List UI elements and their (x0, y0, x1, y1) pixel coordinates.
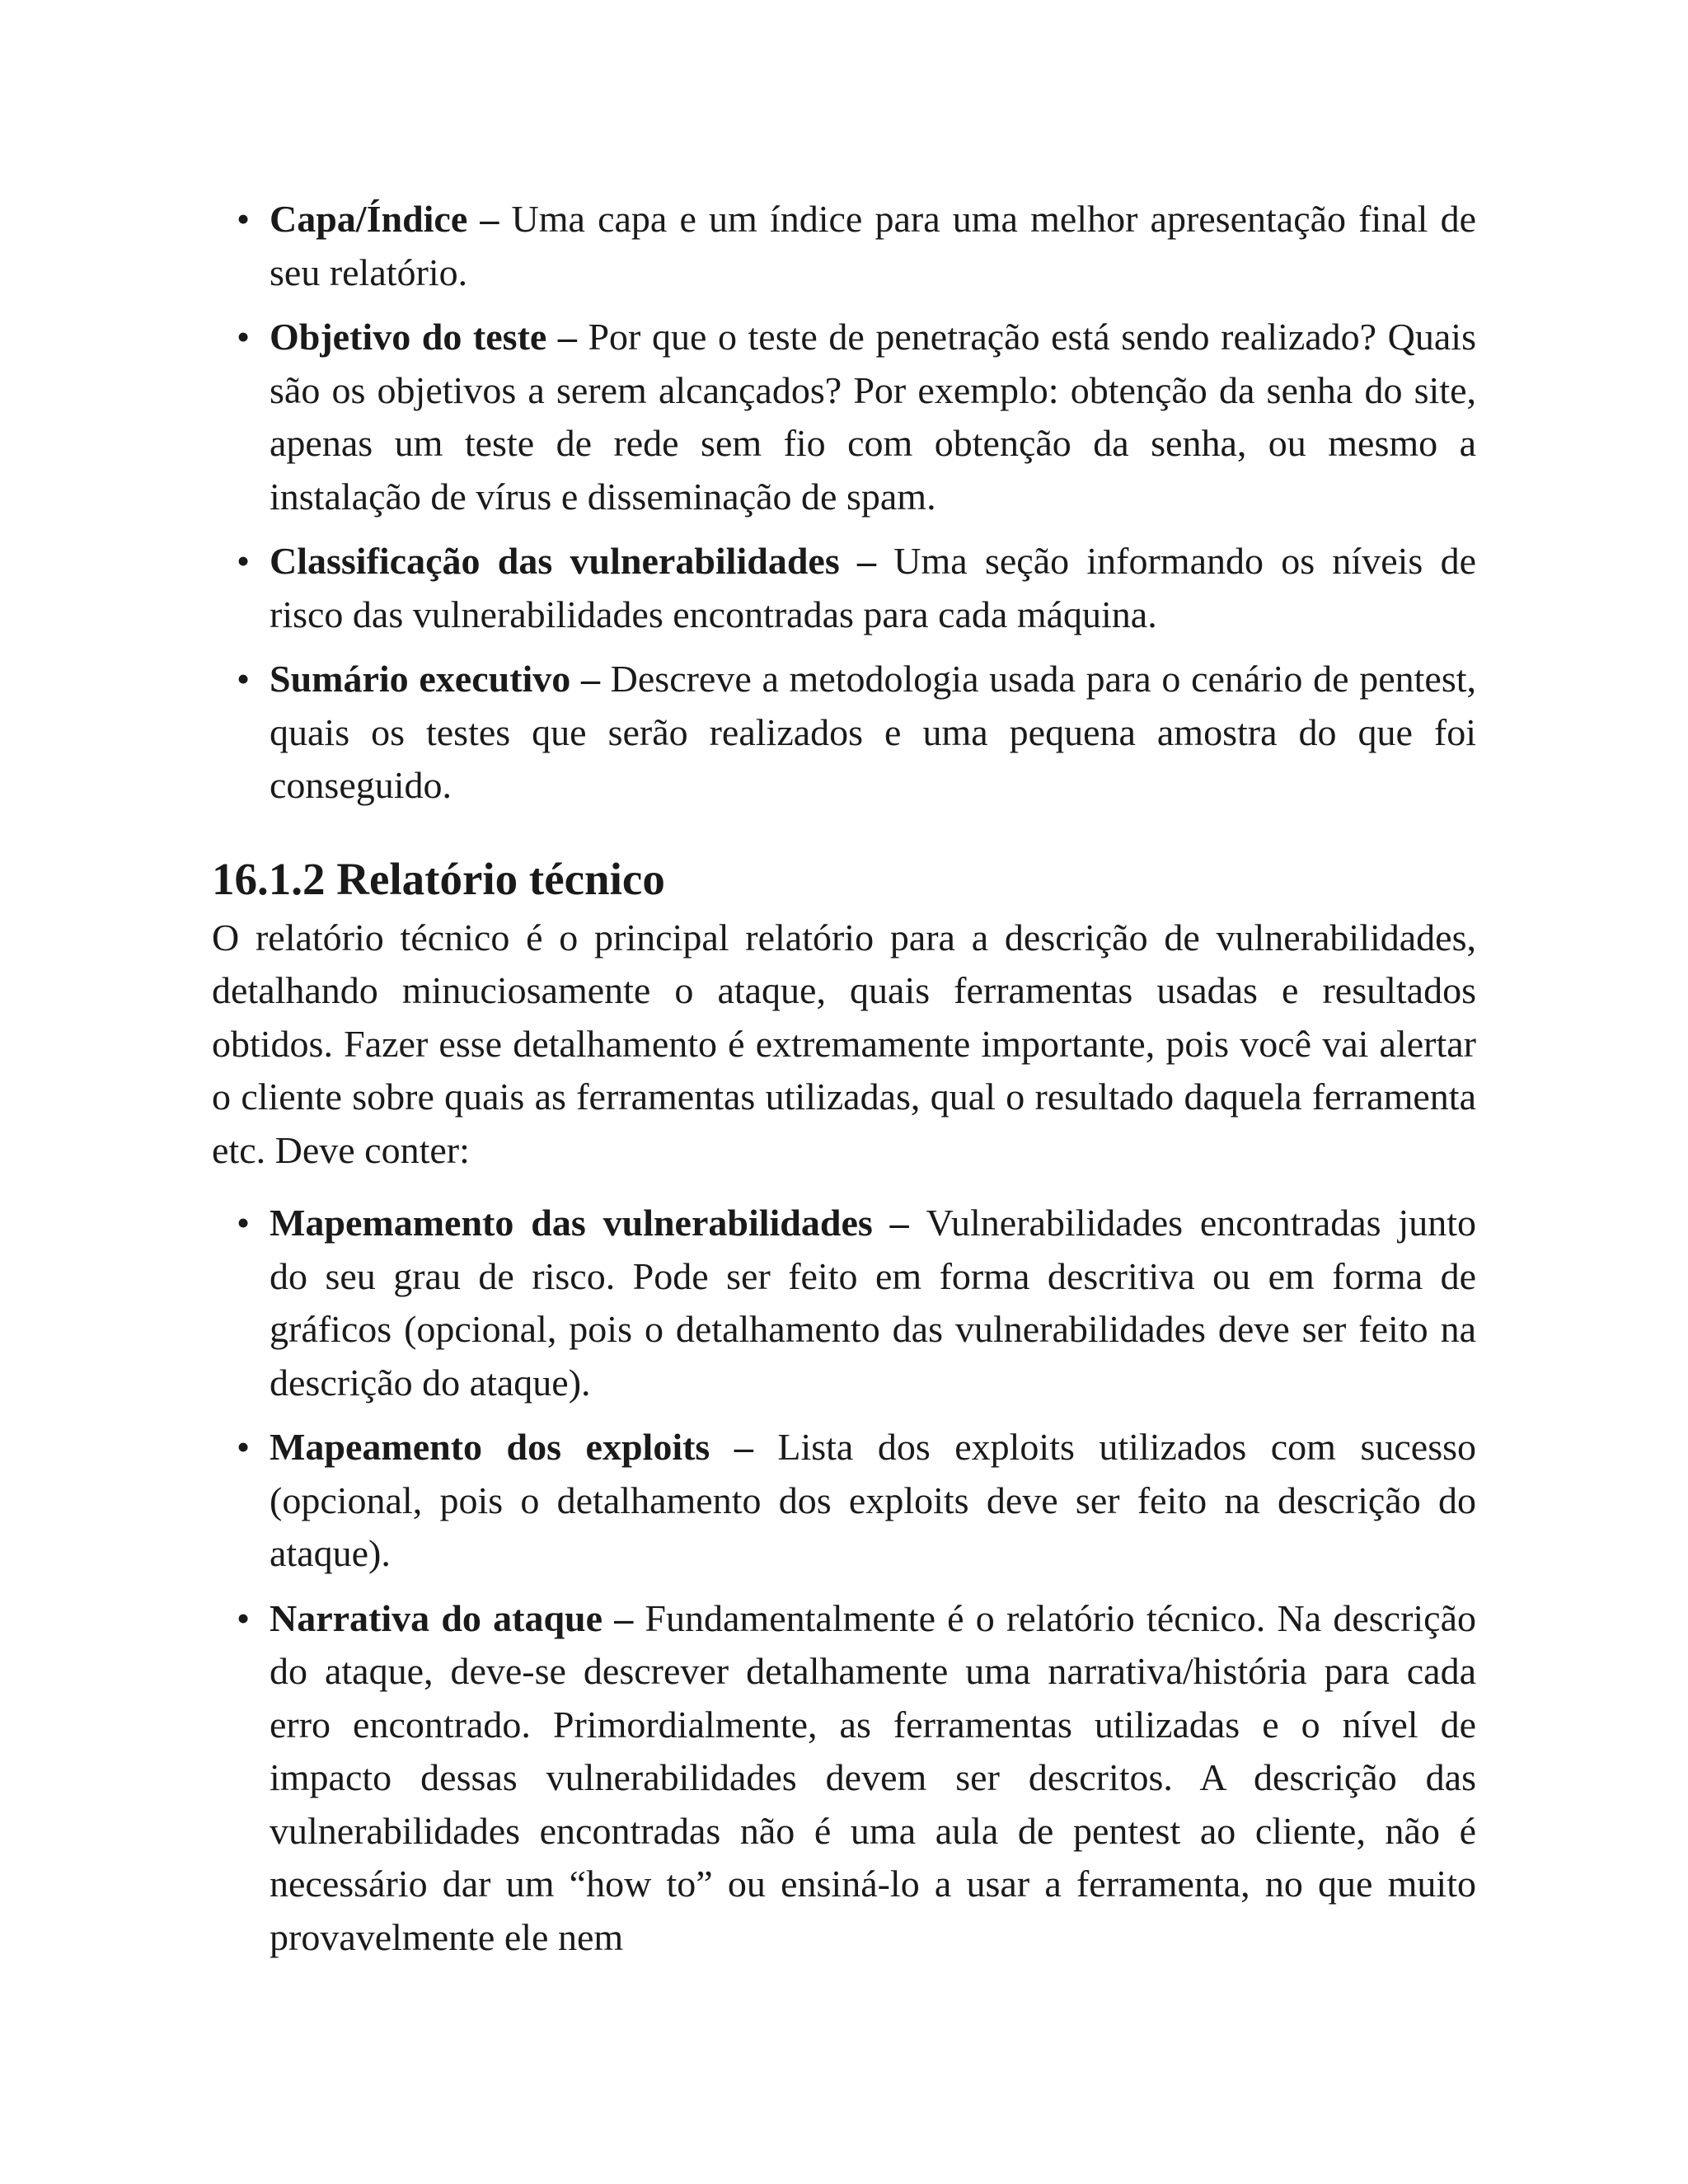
item-dash: – (872, 1202, 926, 1244)
section-heading: 16.1.2 Relatório técnico (212, 853, 665, 904)
item-text: Lista dos exploits utilizados com sucesso (opcional, pois o detalhamento dos exploits deve ser feito na descrição do ataque). (270, 1426, 1476, 1574)
item-text: Fundamentalmente é o relatório técnico. Na descrição do ataque, deve-se descrever detalhamente uma narrativa/história para cada erro encontrado. Primordialmente, as ferramentas utilizadas e o nível de impacto dessas vulnerabilidades devem ser descritos. A descrição das vulnerabilidades encontradas não é uma aula de pentest ao cliente, não é necessário dar um “how to” ou ensiná-lo a usar a ferramenta, no que muito provavelmente ele nem (270, 1596, 1476, 1958)
item-dash: – (467, 198, 512, 240)
bullet-icon: • (237, 658, 251, 700)
item-dash: – (570, 658, 611, 700)
item-term: Capa/Índice (270, 198, 468, 240)
bullet-icon: • (237, 1202, 251, 1244)
list-item (212, 193, 1476, 299)
item-text: Uma capa e um índice para uma melhor apresentação final de seu relatório. (270, 198, 1477, 293)
item-dash: – (839, 540, 894, 582)
item-text: Uma seção informando os níveis de risco das vulnerabilidades encontradas para cada máquina. (270, 540, 1476, 635)
item-term: Sumário executivo (270, 658, 571, 700)
item-text: Descreve a metodologia usada para o cenário de pentest, quais os testes que serão realizados e uma pequena amostra do que foi conseguido. (270, 658, 1476, 806)
bullet-list-top (212, 193, 1476, 813)
bullet-icon: • (237, 540, 251, 582)
list-item (212, 1197, 1476, 1409)
section-paragraph: O relatório técnico é o principal relatório para a descrição de vulnerabilidades, detalhando minuciosamente o ataque, quais ferramentas usadas e resultados obtidos. Fazer esse detalhamento é extremamente importante, pois você vai alertar o cliente sobre quais as ferramentas utilizadas, qual o resultado daquela ferramenta etc. Deve conter: (212, 916, 1476, 1171)
item-term: Objetivo do teste (270, 316, 547, 358)
bullet-icon: • (237, 1426, 251, 1468)
page-content (212, 193, 1476, 1975)
item-text: Por que o teste de penetração está sendo realizado? Quais são os objetivos a serem alcançados? Por exemplo: obtenção da senha do site, apenas um teste de rede sem fio com obtenção da senha, ou mesmo a instalação de vírus e disseminação de spam. (270, 316, 1476, 518)
item-text: Vulnerabilidades encontradas junto do seu grau de risco. Pode ser feito em forma descritiva ou em forma de gráficos (opcional, pois o detalhamento das vulnerabilidades deve ser feito na descrição do ataque). (270, 1202, 1476, 1404)
item-dash: – (710, 1426, 778, 1468)
item-dash: – (546, 316, 588, 358)
bullet-icon: • (237, 316, 251, 358)
list-item (212, 1592, 1476, 1965)
bullet-list-bottom (212, 1197, 1476, 1964)
item-term: Mapemamento das vulnerabilidades (270, 1202, 873, 1244)
list-item (212, 653, 1476, 813)
item-term: Narrativa do ataque (270, 1596, 603, 1639)
list-item (212, 535, 1476, 641)
item-dash: – (603, 1596, 645, 1639)
list-item (212, 1421, 1476, 1581)
list-item (212, 311, 1476, 523)
item-term: Mapeamento dos exploits (270, 1426, 710, 1468)
bullet-icon: • (237, 1596, 251, 1639)
bullet-icon: • (237, 198, 251, 240)
item-term: Classificação das vulnerabilidades (270, 540, 840, 582)
